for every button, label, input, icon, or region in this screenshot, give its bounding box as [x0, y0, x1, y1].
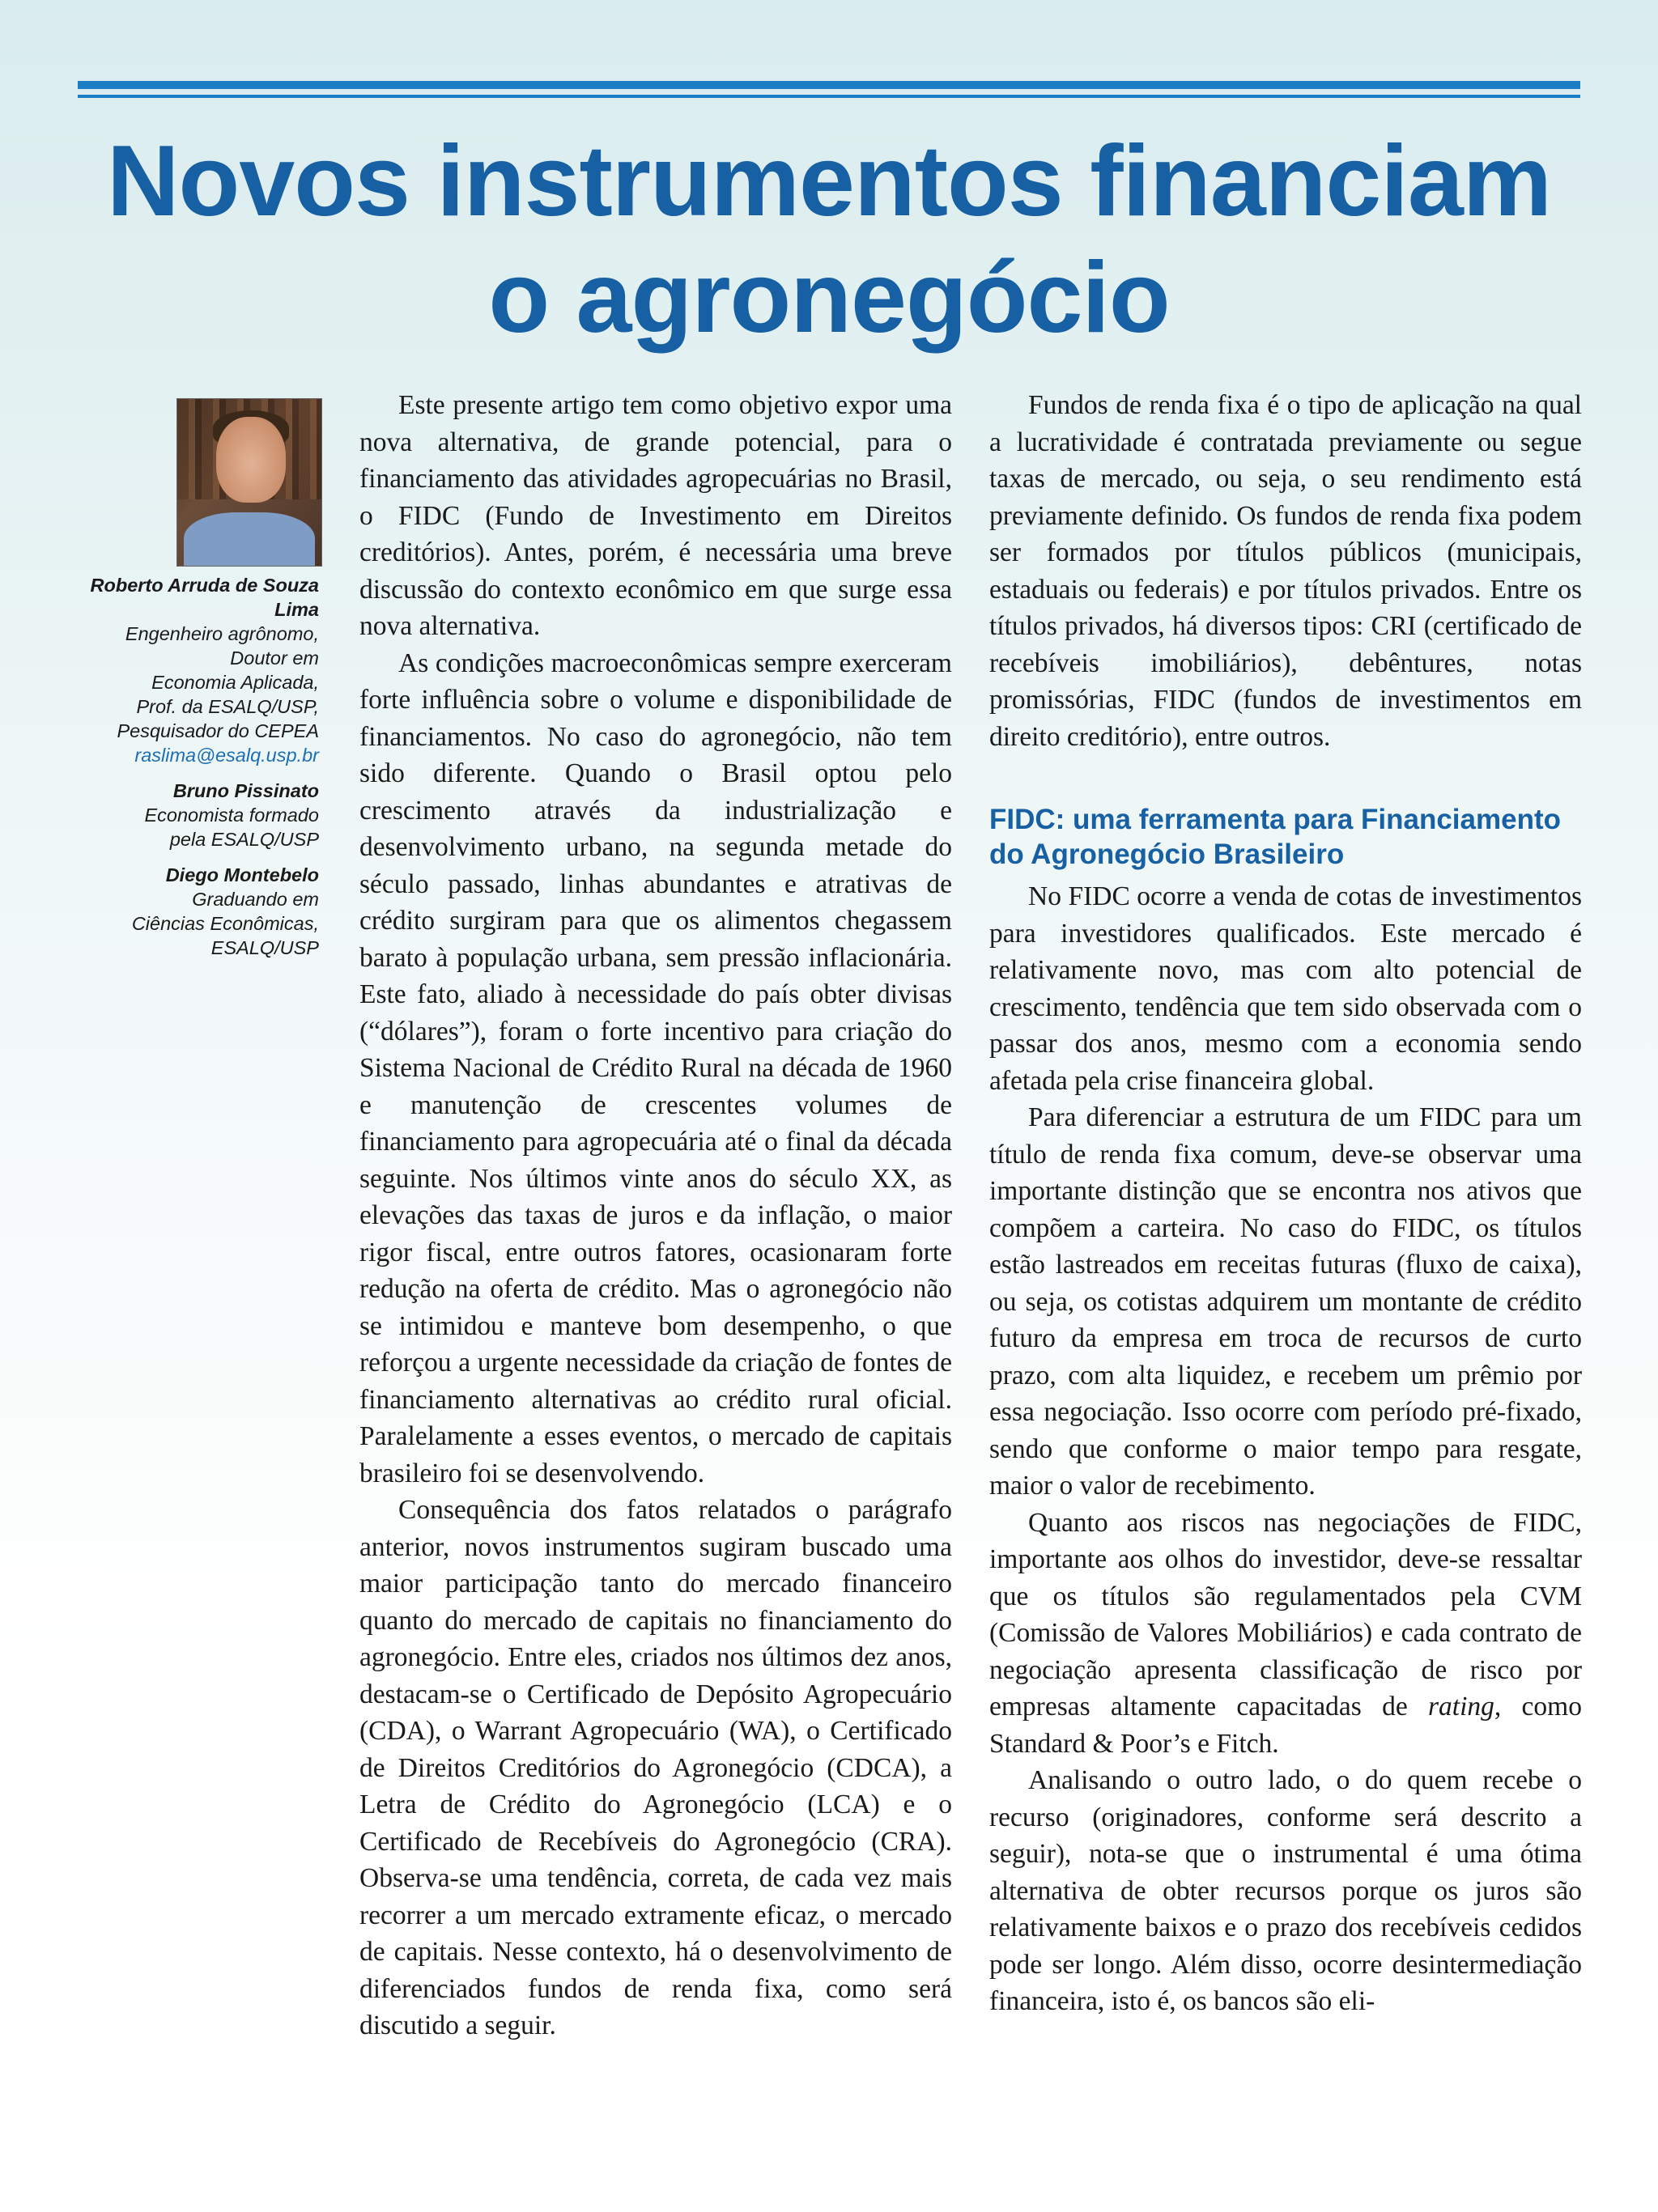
paragraph: As condições macroeconômicas sempre exerceram forte influência sobre o volume e disponibilidade de financiamentos. No caso do agronegócio, não tem sido diferente. Quando o Brasil optou pelo crescimento através da industrialização e desenvolvimento urbano, na segunda metade do século passado, linhas abundantes e atrativas de crédito surgiram para que os alimentos chegassem barato à população urbana, sem pressão inflacionária. Este fato, aliado à necessidade do país obter divisas (“dólares”), foram o forte incentivo para criação do Sistema Nacional de Crédito Rural na década de 1960 e manutenção de crescentes volumes de financiamento para agropecuária até o final da década seguinte. Nos últimos vinte anos do século XX, as elevações das taxas de juros e da inflação, o maior rigor fiscal, entre outros fatores, ocasionaram forte redução na oferta de crédito. Mas o agronegócio não se intimidou e manteve bom desempenho, o que reforçou a urgente necessidade da criação de fontes de financiamento alternativas ao crédito rural oficial. Paralelamente a esses eventos, o mercado de capitais brasileiro foi se desenvolvendo.	[359, 647, 952, 1488]
author-desc: Engenheiro agrônomo,	[125, 623, 319, 644]
paragraph: Fundos de renda fixa é o tipo de aplicação na qual a lucratividade é contratada previamente ou segue taxas de mercado, ou seja, o seu rendimento está previamente definido. Os fundos de renda fixa podem ser formados por títulos públicos (municipais, estaduais ou federais) e por títulos privados. Entre os títulos privados, há diversos tipos: CRI (certificado de recebíveis imobiliários), debêntures, notas promissórias, FIDC (fundos de investimentos em direito creditório), entre outros.	[989, 390, 1582, 752]
paragraph-italic: rating	[1427, 1692, 1494, 1722]
article-title	[78, 123, 1580, 356]
author-desc: Economista formado	[144, 805, 319, 826]
author-desc: Economia Aplicada,	[151, 672, 319, 693]
author-1	[78, 573, 319, 767]
paragraph: Analisando o outro lado, o do quem recebe o recurso (originadores, conforme será descrito a seguir), nota-se que o instrumental é uma ótima alternativa de obter recursos porque os juros são relativamente baixos e o prazo dos recebíveis cedidos pode ser longo. Além disso, ocorre desintermediação financeira, isto é, os bancos são eli-	[989, 1765, 1582, 2016]
paragraph: No FIDC ocorre a venda de cotas de investimentos para investidores qualificados. Este mercado é relativamente novo, mas com alto potencial de crescimento, tendência que tem sido observada com o passar dos anos, mesmo com a economia sendo afetada pela crise financeira global.	[989, 881, 1582, 1096]
author-3	[78, 863, 319, 960]
author-name: Roberto Arruda de Souza Lima	[90, 575, 319, 620]
section-heading: FIDC: uma ferramenta para Financiamento do Agronegócio Brasileiro	[989, 804, 1561, 870]
paragraph	[989, 1505, 1582, 1763]
paragraph-text: Quanto aos riscos nas negociações de FIDC, importante aos olhos do investidor, deve-se ressaltar que os títulos são regulamentados pela CVM (Comissão de Valores Mobiliários) e cada contrato de negociação apresenta classificação de risco por empresas altamente capacitadas de	[989, 1507, 1582, 1722]
face	[216, 417, 286, 503]
author-desc: Pesquisador do CEPEA	[117, 720, 319, 741]
author-desc: Prof. da ESALQ/USP,	[136, 696, 319, 717]
author-email-link[interactable]: raslima@esalq.usp.br	[134, 745, 319, 766]
author-desc: Doutor em	[230, 647, 319, 669]
author-desc: ESALQ/USP	[210, 937, 319, 958]
body-column-2	[989, 387, 1582, 2020]
title-line-2: o agronegócio	[488, 242, 1170, 354]
paragraph: Consequência dos fatos relatados o parágrafo anterior, novos instrumentos sugiram buscado uma maior participação tanto do mercado financeiro quanto do mercado de capitais no financiamento do agronegócio. Entre eles, criados nos últimos dez anos, destacam-se o Certificado de Depósito Agropecuário (CDA), o Warrant Agropecuário (WA), o Certificado de Direitos Creditórios do Agronegócio (CDCA), a Letra de Crédito do Agronegócio (LCA) e o Certificado de Recebíveis do Agronegócio (CRA). Observa-se uma tendência, correta, de cada vez mais recorrer a um mercado extramente eficaz, o mercado de capitais. Nesse contexto, há o desenvolvimento de diferenciados fundos de renda fixa, como será discutido a seguir.	[359, 1495, 952, 2040]
author-desc: pela ESALQ/USP	[169, 829, 319, 850]
author-2	[78, 779, 319, 851]
top-rule-thin	[78, 95, 1580, 98]
author-photo	[176, 398, 322, 567]
paragraph-text: , como Standard & Poor’s e Fitch.	[989, 1692, 1582, 1759]
shirt	[184, 512, 315, 567]
body-column-1	[359, 387, 952, 2044]
author-credits	[78, 573, 319, 971]
paragraph: Este presente artigo tem como objetivo expor uma nova alternativa, de grande potencial, para o financiamento das atividades agropecuárias no Brasil, o FIDC (Fundo de Investimento em Direitos creditórios). Antes, porém, é necessária uma breve discussão do contexto econômico em que surge essa nova alternativa.	[359, 390, 952, 641]
top-rule-thick	[78, 81, 1580, 89]
title-line-1: Novos instrumentos financiam	[106, 125, 1552, 237]
paragraph: Para diferenciar a estrutura de um FIDC para um título de renda fixa comum, deve-se observar uma importante distinção que se encontra nos ativos que compõem a carteira. No caso do FIDC, os títulos estão lastreados em receitas futuras (fluxo de caixa), ou seja, os cotistas adquirem um montante de crédito futuro da empresa em troca de recursos de curto prazo, com alta liquidez, e recebem um prêmio por essa negociação. Isso ocorre com período pré-fixado, sendo que conforme o maior tempo para resgate, maior o valor de recebimento.	[989, 1102, 1582, 1501]
author-name: Bruno Pissinato	[172, 780, 319, 801]
author-desc: Ciências Econômicas,	[131, 913, 319, 934]
author-name: Diego Montebelo	[165, 864, 319, 885]
author-desc: Graduando em	[192, 889, 319, 910]
